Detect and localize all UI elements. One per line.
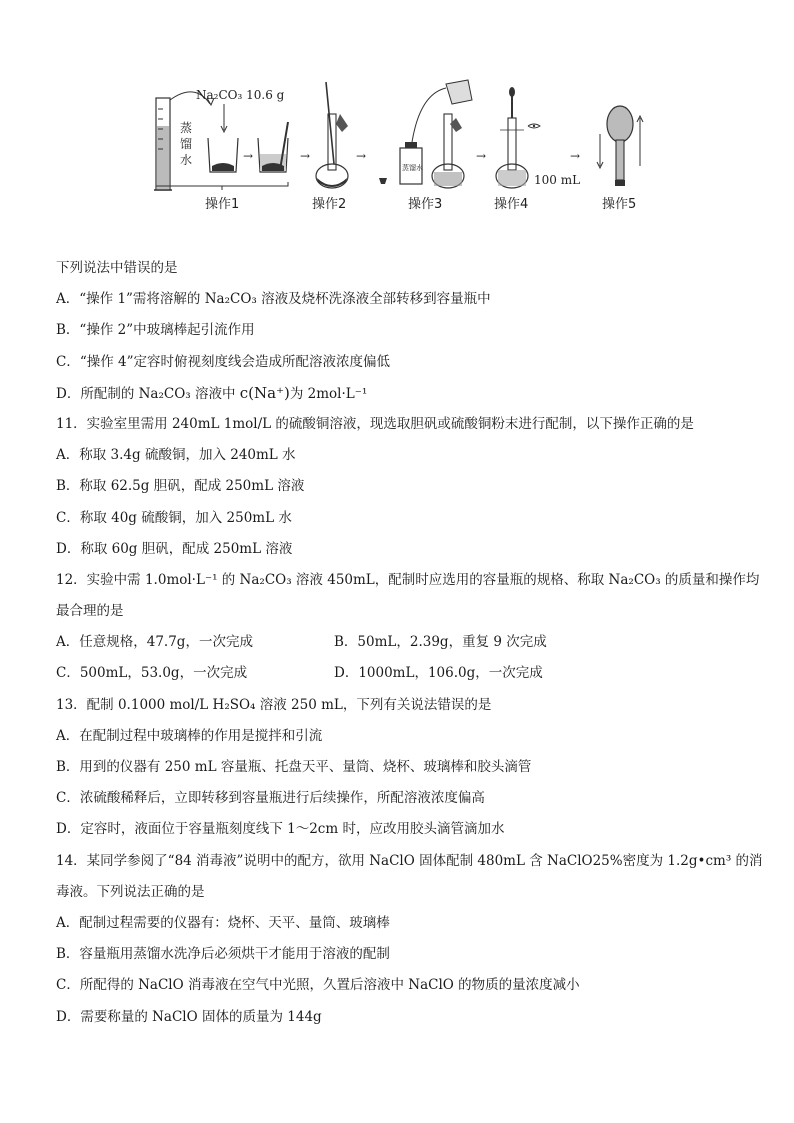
- question-stem-continued: 毒液。下列说法正确的是: [56, 883, 205, 900]
- option-d-expression: c(Na⁺): [239, 383, 290, 402]
- option-d: D．需要称量的 NaClO 固体的质量为 144g: [56, 1008, 322, 1025]
- arrow-symbol: →: [300, 149, 311, 163]
- volumetric-flask-icon: [316, 82, 348, 188]
- option-d-suffix: 为 2mol·L⁻¹: [289, 385, 368, 402]
- question-content: [56, 258, 763, 1038]
- op2-label: 操作2: [312, 197, 347, 212]
- question-stem: 14．某同学参阅了“84 消毒液”说明中的配方，欲用 NaClO 固体配制 480mL 含 NaClO25%密度为 1.2g•cm³ 的消: [56, 852, 763, 869]
- question-stem: 11．实验室里需用 240mL 1mol/L 的硫酸铜溶液，现选取胆矾或硫酸铜粉末进行配制，以下操作正确的是: [56, 415, 694, 432]
- option-d: D．称取 60g 胆矾，配成 250mL 溶液: [56, 540, 293, 557]
- beaker-stir-icon: [258, 122, 288, 172]
- option-d: D．定容时，液面位于容量瓶刻度线下 1～2cm 时，应改用胶头滴管滴加水: [56, 821, 505, 838]
- option-a: A．称取 3.4g 硫酸铜，加入 240mL 水: [56, 447, 296, 464]
- option-c: C．浓硫酸稀释后，立即转移到容量瓶进行后续操作，所配溶液浓度偏高: [56, 790, 485, 807]
- option-b: B．用到的仪器有 250 mL 容量瓶、托盘天平、量筒、烧杯、玻璃棒和胶头滴管: [56, 759, 532, 775]
- water-label-2: 馏: [180, 137, 193, 151]
- option-c: C．500mL，53.0g，一次完成: [56, 665, 248, 682]
- question-stem-continued: 最合理的是: [56, 603, 124, 620]
- option-b: B．容量瓶用蒸馏水洗净后必须烘干才能用于溶液的配制: [56, 946, 390, 963]
- option-a: A．任意规格，47.7g，一次完成: [56, 634, 253, 651]
- question-stem: 12．实验中需 1.0mol·L⁻¹ 的 Na₂CO₃ 溶液 450mL，配制时应选用的容量瓶的规格、称取 Na₂CO₃ 的质量和操作均: [56, 571, 760, 588]
- option-d: [56, 383, 746, 414]
- arrow-symbol: →: [476, 149, 487, 163]
- op5-label: 操作5: [602, 197, 637, 212]
- option-d-prefix: D．所配制的 Na₂CO₃ 溶液中: [56, 385, 240, 402]
- option-c: C．称取 40g 硫酸铜，加入 250mL 水: [56, 509, 292, 526]
- experiment-diagram: [150, 74, 660, 214]
- arrow-symbol: →: [243, 149, 254, 163]
- arrow-symbol: →: [356, 149, 367, 163]
- wash-bottle-icon: [379, 142, 423, 184]
- volume-label: 100 mL: [534, 173, 581, 187]
- graduated-cylinder-icon: [154, 98, 172, 190]
- diagram-svg: [150, 74, 660, 214]
- op4-label: 操作4: [494, 197, 529, 212]
- op3-label: 操作3: [408, 197, 443, 212]
- option-a: A．“操作 1”需将溶解的 Na₂CO₃ 溶液及烧杯洗涤液全部转移到容量瓶中: [56, 291, 491, 308]
- question-stem: 下列说法中错误的是: [56, 260, 178, 276]
- option-b: B．称取 62.5g 胆矾，配成 250mL 溶液: [56, 478, 305, 495]
- option-row: [56, 632, 746, 663]
- option-a: A．在配制过程中玻璃棒的作用是搅拌和引流: [56, 727, 323, 744]
- option-b: B．“操作 2”中玻璃棒起引流作用: [56, 322, 255, 339]
- water-label-3: 水: [180, 153, 193, 167]
- option-c: C．所配得的 NaClO 消毒液在空气中光照，久置后溶液中 NaClO 的物质的量浓度减小: [56, 977, 580, 994]
- option-d: D．1000mL，106.0g，一次完成: [334, 665, 543, 682]
- op1-label: 操作1: [205, 197, 240, 212]
- arrow-symbol: →: [570, 149, 581, 163]
- inverted-flask-icon: [597, 106, 643, 186]
- option-row: [56, 663, 746, 694]
- option-c: C．“操作 4”定容时俯视刻度线会造成所配溶液浓度偏低: [56, 353, 391, 370]
- beaker-icon: [208, 138, 238, 172]
- option-b: B．50mL，2.39g，重复 9 次完成: [334, 634, 547, 651]
- question-stem: 13．配制 0.1000 mol/L H₂SO₄ 溶液 250 mL，下列有关说法错误的是: [56, 696, 492, 713]
- volumetric-flask-icon: [432, 80, 472, 188]
- water-label-1: 蒸: [180, 121, 193, 135]
- bottle-label: 蒸馏水: [402, 164, 423, 172]
- option-a: A．配制过程需要的仪器有：烧杯、天平、量筒、玻璃棒: [56, 914, 390, 931]
- reagent-label: Na₂CO₃ 10.6 g: [196, 88, 285, 102]
